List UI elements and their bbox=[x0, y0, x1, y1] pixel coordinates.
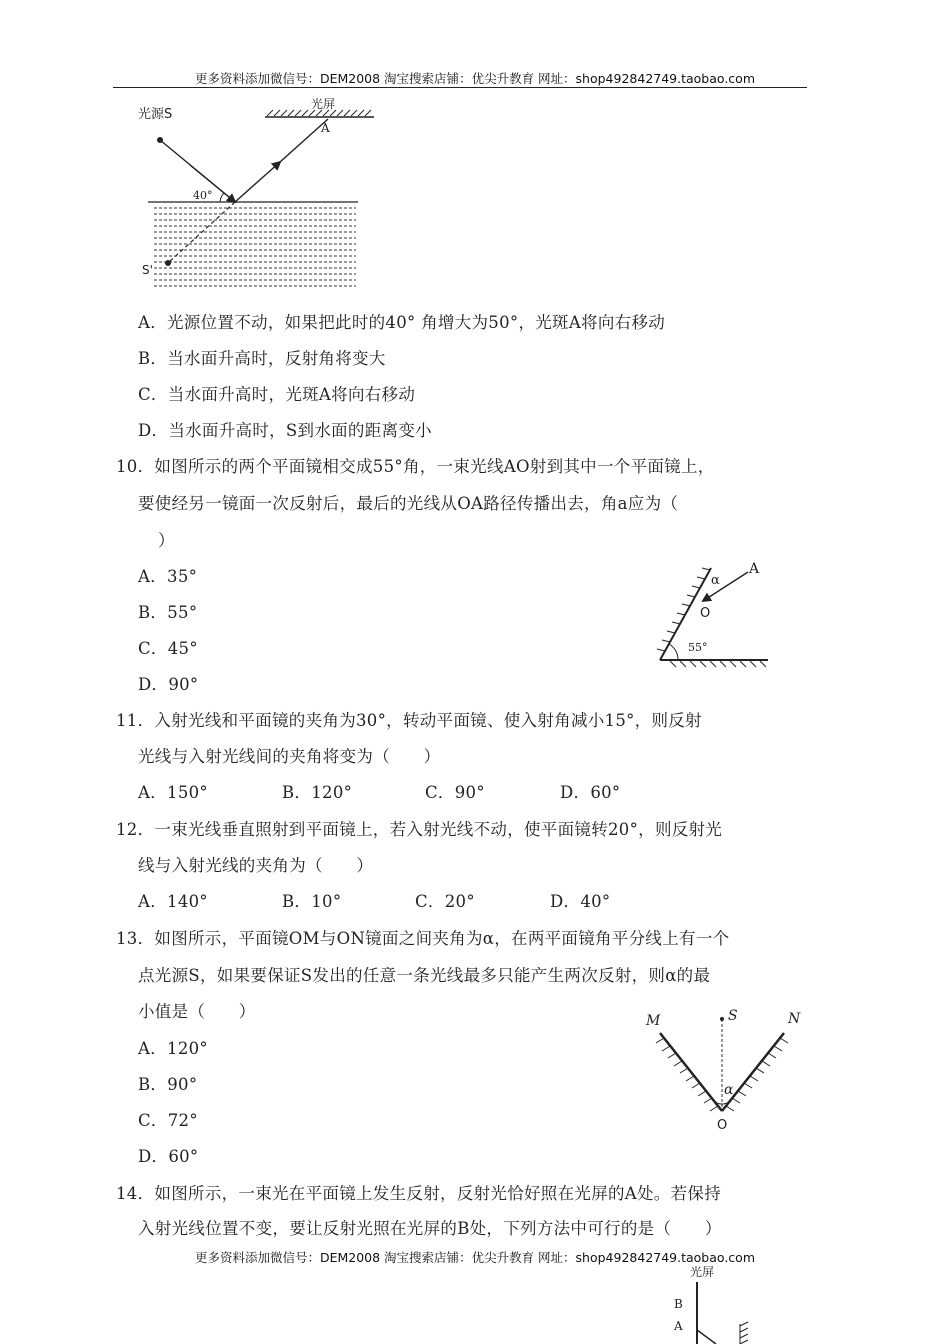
q10-stem-line3: ） bbox=[158, 531, 175, 550]
q13-label-alpha: α bbox=[724, 1082, 734, 1098]
q13-stem-line1: 13．如图所示，平面镜OM与ON镜面之间夹角为α，在两平面镜角平分线上有一个 bbox=[116, 929, 730, 948]
q12-stem-line2: 线与入射光线的夹角为（ ） bbox=[138, 856, 374, 875]
q14-label-b: B bbox=[674, 1297, 683, 1311]
page-header: 更多资料添加微信号：DEM2008 淘宝搜索店铺：优尖升教育 网址：shop492842749.taobao.com bbox=[194, 71, 756, 86]
q13-option-a: A．120° bbox=[138, 1039, 208, 1058]
q10-option-c: C．45° bbox=[138, 639, 198, 658]
q9-image-point bbox=[165, 260, 171, 266]
q13-mirror-on bbox=[722, 1033, 784, 1111]
q13-label-s: S bbox=[728, 1008, 738, 1024]
q13-mirror-om bbox=[660, 1033, 722, 1111]
q9-reflected-ray bbox=[235, 162, 280, 202]
q11-option-b: B．120° bbox=[282, 783, 353, 802]
header-rule bbox=[113, 87, 807, 88]
q14-screen-label: 光屏 bbox=[690, 1265, 715, 1279]
q10-ray-ao bbox=[703, 572, 748, 601]
q14-mirror-hatch bbox=[740, 1322, 748, 1344]
q9-reflected-ray-seg bbox=[280, 119, 328, 162]
q11-option-d: D．60° bbox=[560, 783, 621, 802]
q13-label-n: N bbox=[788, 1011, 801, 1027]
q13-stem-line3: 小值是（ ） bbox=[138, 1002, 256, 1021]
q12-option-b: B．10° bbox=[282, 892, 342, 911]
page-footer: 更多资料添加微信号：DEM2008 淘宝搜索店铺：优尖升教育 网址：shop492842749.taobao.com bbox=[194, 1250, 756, 1265]
q10-stem-line2: 要使经另一镜面一次反射后，最后的光线从OA路径传播出去，角a应为（ bbox=[138, 494, 679, 513]
q13-om-hatch bbox=[656, 1038, 718, 1111]
q10-angle-label: 55° bbox=[688, 641, 708, 654]
q11-stem-line2: 光线与入射光线间的夹角将变为（ ） bbox=[138, 747, 441, 766]
q12-stem-line1: 12．一束光线垂直照射到平面镜上，若入射光线不动，使平面镜转20°，则反射光 bbox=[116, 820, 723, 839]
figure-q10-mirrors bbox=[648, 556, 773, 668]
q9-image-label: S' bbox=[142, 263, 153, 277]
q11-option-a: A．150° bbox=[138, 783, 208, 802]
q10-option-a: A．35° bbox=[138, 567, 198, 586]
q14-label-a: A bbox=[674, 1319, 683, 1333]
q13-label-o: O bbox=[717, 1118, 728, 1133]
q12-option-c: C．20° bbox=[415, 892, 475, 911]
q9-water-body bbox=[154, 204, 356, 288]
q10-option-b: B．55° bbox=[138, 603, 198, 622]
q9-option-d: D．当水面升高时，S到水面的距离变小 bbox=[138, 421, 432, 440]
q10-stem-line1: 10．如图所示的两个平面镜相交成55°角，一束光线AO射到其中一个平面镜上， bbox=[116, 457, 715, 476]
q13-stem-line2: 点光源S，如果要保证S发出的任意一条光线最多只能产生两次反射，则α的最 bbox=[138, 966, 711, 985]
q10-label-a: A bbox=[749, 561, 760, 577]
q13-option-d: D．60° bbox=[138, 1147, 199, 1166]
q11-stem-line1: 11．入射光线和平面镜的夹角为30°，转动平面镜、使入射角减小15°，则反射 bbox=[116, 711, 702, 730]
q10-angle-arc bbox=[669, 644, 678, 660]
q9-option-b: B．当水面升高时，反射角将变大 bbox=[138, 349, 386, 368]
q10-label-alpha: α bbox=[711, 573, 720, 588]
q12-option-a: A．140° bbox=[138, 892, 208, 911]
q14-stem-line1: 14．如图所示，一束光在平面镜上发生反射，反射光恰好照在光屏的A处。若保持 bbox=[116, 1184, 722, 1203]
q14-reflected-ray bbox=[697, 1330, 716, 1344]
q9-option-a: A．光源位置不动，如果把此时的40° 角增大为50°，光斑A将向右移动 bbox=[138, 313, 666, 332]
q9-angle-label: 40° bbox=[193, 189, 213, 202]
q13-option-b: B．90° bbox=[138, 1075, 198, 1094]
q14-stem-line2: 入射光线位置不变，要让反射光照在光屏的B处，下列方法中可行的是（ ） bbox=[138, 1219, 722, 1238]
q13-option-c: C．72° bbox=[138, 1111, 198, 1130]
figure-q14-screen bbox=[668, 1262, 768, 1344]
q10-label-o: O bbox=[700, 606, 711, 621]
q13-label-m: M bbox=[646, 1013, 661, 1029]
q10-option-d: D．90° bbox=[138, 675, 199, 694]
q9-spot-label: A bbox=[321, 121, 330, 135]
q9-angle-arc bbox=[220, 193, 224, 202]
figure-q9-reflection bbox=[130, 92, 390, 287]
q9-screen-label: 光屏 bbox=[311, 97, 336, 111]
q13-on-hatch bbox=[726, 1038, 788, 1111]
q10-bottom-hatch bbox=[670, 661, 766, 667]
figure-q13-v-mirrors bbox=[640, 1003, 810, 1133]
q9-option-c: C．当水面升高时，光斑A将向右移动 bbox=[138, 385, 416, 404]
q11-option-c: C．90° bbox=[425, 783, 485, 802]
q9-source-label: 光源S bbox=[138, 107, 173, 122]
q12-option-d: D．40° bbox=[550, 892, 611, 911]
